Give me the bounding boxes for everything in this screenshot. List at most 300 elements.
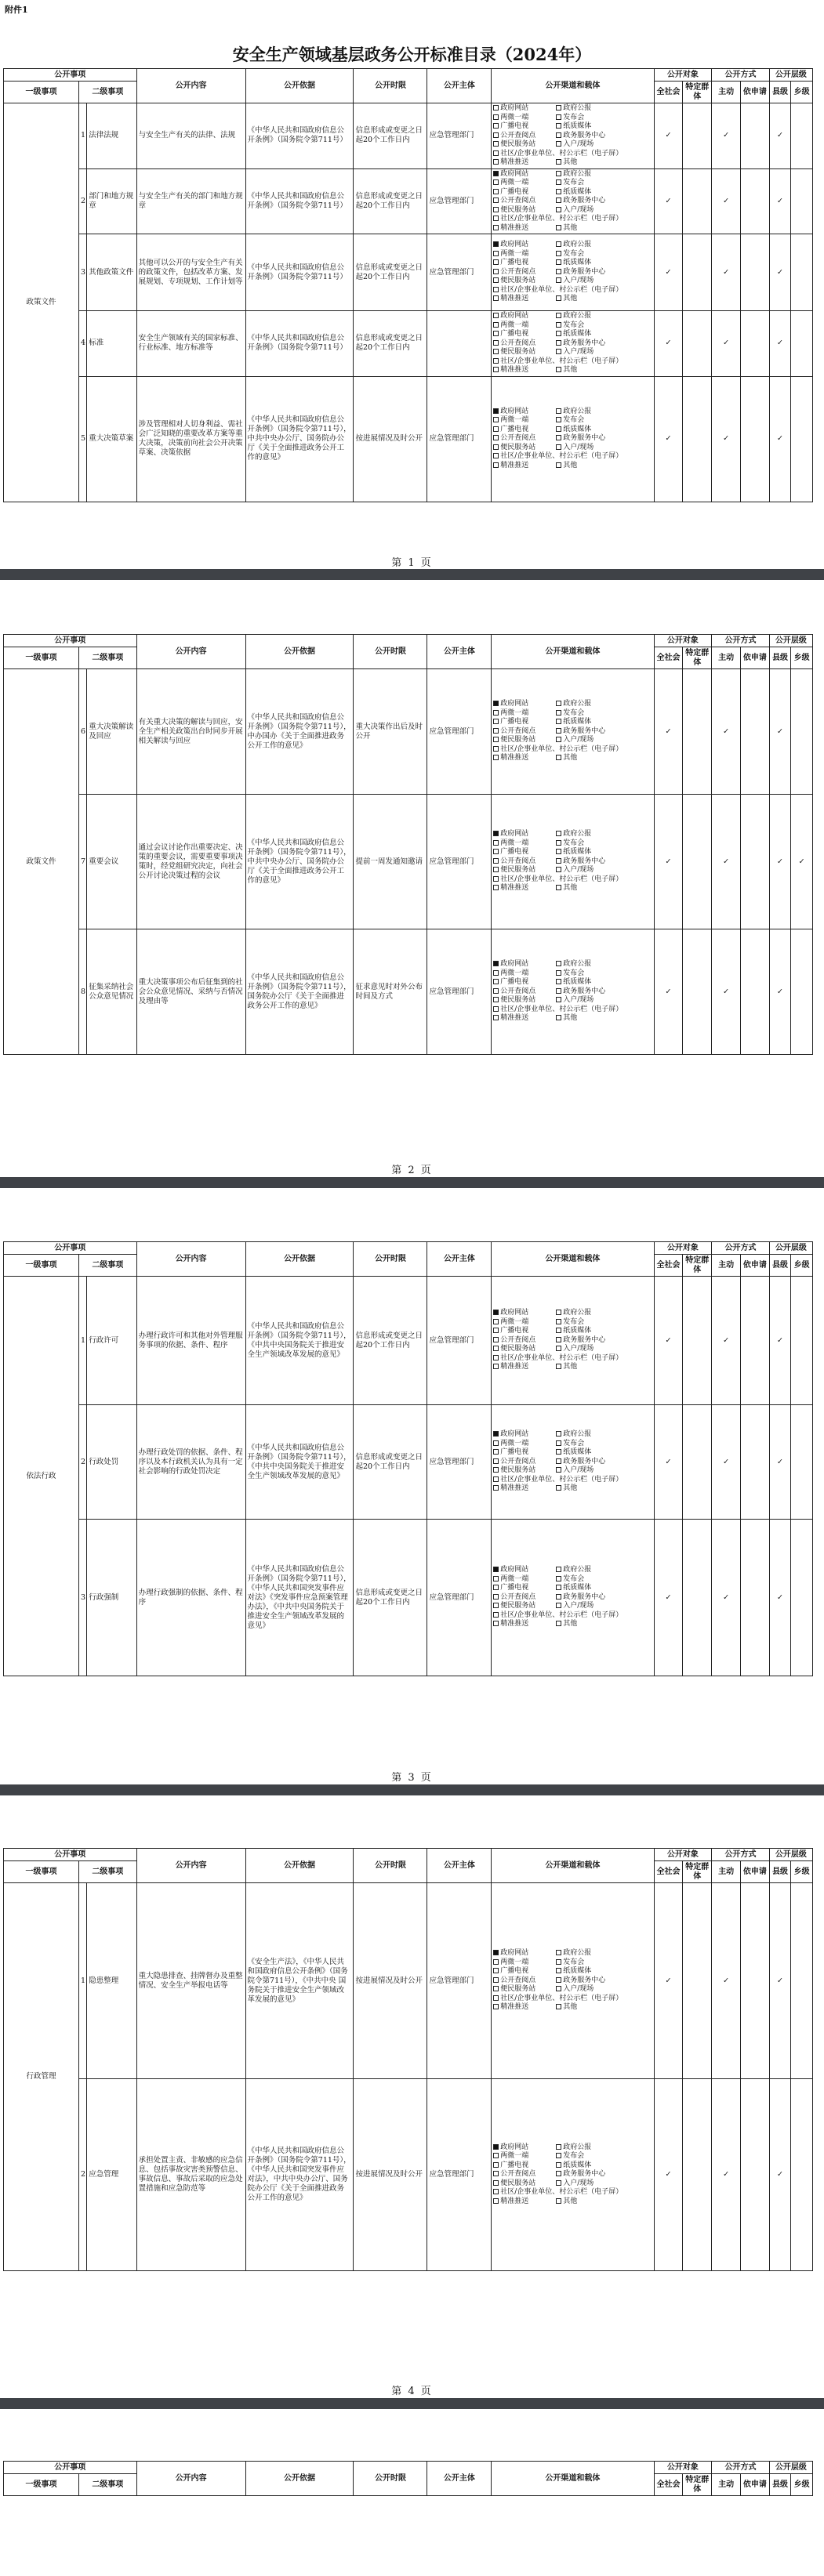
channel-options	[493, 700, 652, 763]
channel-option-label: 其他	[563, 1014, 578, 1023]
header-object: 公开对象	[654, 1849, 712, 1861]
channel-option-two-micro	[493, 709, 554, 719]
empty-box-icon	[556, 179, 561, 185]
channel-option-service-center	[556, 268, 652, 277]
mark-township	[791, 669, 813, 795]
empty-box-icon	[556, 349, 561, 354]
channel-option-press	[556, 1575, 652, 1585]
empty-box-icon	[556, 207, 561, 212]
subject-cell: 应急管理部门	[427, 1405, 492, 1520]
channel-options	[493, 830, 652, 893]
channel-option-convenience	[493, 1466, 554, 1476]
time-cell: 信息形成或变更之日起20个工作日内	[354, 234, 427, 311]
channel-options	[493, 1430, 652, 1494]
empty-box-icon	[556, 701, 561, 706]
page-number: 第 4 页	[391, 2386, 433, 2397]
row-number: 1	[79, 1883, 87, 2079]
channel-option-label: 便民服务站	[500, 866, 536, 875]
channel-option-door	[556, 277, 652, 286]
row-number: 7	[79, 795, 87, 929]
channel-option-label: 政府网站	[500, 960, 529, 969]
mark-township	[791, 168, 813, 234]
subject-cell: 应急管理部门	[427, 1520, 492, 1676]
empty-box-icon	[493, 197, 499, 203]
channel-option-service-center	[556, 1976, 652, 1986]
content-cell: 与安全生产有关的部门和地方规章	[136, 168, 245, 234]
header-society: 全社会	[654, 1255, 683, 1277]
channel-option-label: 社区/企事业单位、村公示栏（电子屏）	[500, 745, 623, 753]
channel-option-label: 入户/现场	[563, 2179, 594, 2187]
empty-box-icon	[493, 114, 499, 120]
mark-specific	[683, 234, 712, 311]
checked-box-icon	[493, 1567, 499, 1572]
channel-option-other	[556, 884, 652, 893]
empty-box-icon	[493, 849, 499, 854]
empty-box-icon	[556, 340, 561, 346]
empty-box-icon	[556, 1567, 561, 1572]
header-method: 公开方式	[712, 1242, 770, 1255]
channel-option-radio-tv	[493, 1584, 554, 1593]
empty-box-icon	[556, 2162, 561, 2168]
channel-option-reading	[493, 268, 554, 277]
subject-cell: 应急管理部门	[427, 168, 492, 234]
channel-option-label: 广播电视	[500, 1448, 529, 1457]
mark-apply	[740, 795, 769, 929]
empty-box-icon	[493, 1319, 499, 1324]
header-level2: 二级事项	[79, 82, 137, 103]
channel-option-label: 发布会	[563, 1439, 585, 1447]
channel-option-label: 纸质媒体	[563, 1967, 592, 1976]
channel-option-label: 广播电视	[500, 187, 529, 196]
header-method: 公开方式	[712, 2462, 770, 2474]
content-cell: 其他可以公开的与安全生产有关的政策文件，包括改革方案、发展规划、专项规划、工作计划等	[136, 234, 245, 311]
empty-box-icon	[556, 251, 561, 256]
channel-option-board	[493, 875, 652, 885]
channel-option-label: 入户/现场	[563, 1345, 594, 1353]
catalog-table	[3, 1848, 813, 2271]
channel-option-label: 广播电视	[500, 848, 529, 857]
channel-option-label: 广播电视	[500, 259, 529, 267]
level2-matter: 其他政策文件	[87, 234, 136, 311]
channel-option-other	[556, 1363, 652, 1372]
header-apply: 依申请	[740, 1861, 769, 1883]
mark-active	[712, 1520, 741, 1676]
page-separator	[0, 2398, 824, 2409]
header-township: 乡级	[791, 647, 813, 669]
channel-option-label: 入户/现场	[563, 443, 594, 451]
channel-option-precise	[493, 2197, 554, 2207]
header-level2: 二级事项	[79, 647, 137, 669]
empty-box-icon	[556, 1977, 561, 1983]
channel-option-label: 政府公报	[563, 407, 592, 415]
channel-option-gov-bulletin	[556, 241, 652, 250]
channel-option-two-micro	[493, 114, 554, 123]
empty-box-icon	[556, 979, 561, 984]
checkmark-icon: ✓	[723, 1335, 730, 1345]
channel-option-label: 精准推送	[500, 1363, 529, 1371]
mark-specific	[683, 103, 712, 169]
empty-box-icon	[493, 1467, 499, 1473]
header-subject: 公开主体	[427, 1242, 492, 1277]
channel-option-reading	[493, 434, 554, 444]
level1-matter: 依法行政	[4, 1277, 79, 1676]
channel-option-label: 政务服务中心	[563, 1335, 606, 1344]
channel-option-label: 发布会	[563, 969, 585, 977]
mark-apply	[740, 1883, 769, 2079]
channel-option-label: 入户/现场	[563, 866, 594, 875]
checkmark-icon: ✓	[777, 987, 784, 996]
channel-option-label: 广播电视	[500, 1327, 529, 1335]
channel-option-reading	[493, 987, 554, 997]
content-cell: 有关重大决策的解读与回应，安全生产相关政策出台时同步开展相关解读与回应	[136, 669, 245, 795]
page-number: 第 2 页	[391, 1165, 433, 1176]
channel-option-label: 政府公报	[563, 1309, 592, 1317]
channel-option-label: 政府网站	[500, 1309, 529, 1317]
channel-options	[493, 312, 652, 375]
channel-option-label: 两微一端	[500, 2152, 529, 2161]
checkmark-icon: ✓	[798, 857, 805, 866]
time-cell: 重大决策作出后及时公开	[354, 669, 427, 795]
header-subject: 公开主体	[427, 635, 492, 669]
header-specific: 特定群体	[683, 1255, 712, 1277]
mark-county	[769, 376, 791, 502]
empty-box-icon	[556, 435, 561, 440]
channel-option-label: 精准推送	[500, 295, 529, 303]
empty-box-icon	[493, 1364, 499, 1369]
row-number: 2	[79, 168, 87, 234]
empty-box-icon	[556, 444, 561, 450]
checkmark-icon: ✓	[723, 2170, 730, 2179]
empty-box-icon	[556, 2198, 561, 2204]
header-active: 主动	[712, 647, 741, 669]
channel-option-paper	[556, 1327, 652, 1336]
header-level1: 一级事项	[4, 1255, 79, 1277]
empty-box-icon	[493, 132, 499, 138]
header-active: 主动	[712, 2474, 741, 2496]
checkmark-icon: ✓	[777, 339, 784, 348]
channel-option-door	[556, 1345, 652, 1354]
empty-box-icon	[493, 1485, 499, 1491]
mark-active	[712, 669, 741, 795]
mark-county	[769, 168, 791, 234]
channel-option-label: 政府网站	[500, 1949, 529, 1958]
channel-option-other	[556, 2003, 652, 2013]
subject-cell: 应急管理部门	[427, 795, 492, 929]
channel-option-label: 其他	[563, 884, 578, 893]
channel-option-label: 便民服务站	[500, 443, 536, 451]
header-time: 公开时限	[354, 69, 427, 103]
channel-option-label: 入户/现场	[563, 140, 594, 148]
mark-active	[712, 1883, 741, 2079]
channel-option-label: 发布会	[563, 416, 585, 425]
empty-box-icon	[493, 340, 499, 346]
empty-box-icon	[556, 171, 561, 176]
content-cell: 重大决策事项公布后征集到的社会公众意见情况、采纳与否情况及理由等	[136, 929, 245, 1055]
empty-box-icon	[493, 207, 499, 212]
channel-option-gov-bulletin	[556, 312, 652, 321]
header-level2: 二级事项	[79, 2474, 137, 2496]
channel-options	[493, 1949, 652, 2013]
channel-option-label: 纸质媒体	[563, 1327, 592, 1335]
mark-active	[712, 311, 741, 377]
empty-box-icon	[493, 1612, 499, 1618]
mark-township	[791, 1520, 813, 1676]
channel-option-label: 公开查阅点	[500, 2170, 536, 2179]
channel-option-label: 入户/现场	[563, 736, 594, 745]
channel-option-reading	[493, 1593, 554, 1603]
channel-option-label: 社区/企事业单位、村公示栏（电子屏）	[500, 452, 623, 461]
mark-society	[654, 234, 683, 311]
empty-box-icon	[493, 1594, 499, 1600]
checkmark-icon: ✓	[665, 2170, 672, 2179]
row-number: 8	[79, 929, 87, 1055]
channel-cell	[492, 1883, 654, 2079]
level2-matter: 应急管理	[87, 2079, 136, 2271]
channel-option-service-center	[556, 132, 652, 141]
row-number: 3	[79, 234, 87, 311]
subject-cell: 应急管理部门	[427, 376, 492, 502]
header-county: 县级	[769, 82, 791, 103]
channel-option-label: 广播电视	[500, 425, 529, 433]
page-4	[3, 1848, 813, 2271]
level2-matter: 部门和地方规章	[87, 168, 136, 234]
mark-specific	[683, 1520, 712, 1676]
channel-option-label: 发布会	[563, 2152, 585, 2161]
empty-box-icon	[556, 189, 561, 194]
channel-option-label: 纸质媒体	[563, 122, 592, 130]
channel-option-paper	[556, 1448, 652, 1458]
channel-option-two-micro	[493, 839, 554, 849]
basis-cell: 《中华人民共和国政府信息公开条例》（国务院令第711号），国务院办公厅《关于全面推进政务公开工作的意见》	[245, 929, 354, 1055]
row-number: 3	[79, 1520, 87, 1676]
header-county: 县级	[769, 1861, 791, 1883]
channel-option-convenience	[493, 206, 554, 216]
page-separator	[0, 569, 824, 580]
empty-box-icon	[556, 737, 561, 742]
empty-box-icon	[556, 1346, 561, 1351]
channel-option-gov-site	[493, 830, 554, 839]
level2-matter: 行政处罚	[87, 1405, 136, 1520]
channel-option-press	[556, 1440, 652, 1449]
checkmark-icon: ✓	[665, 339, 672, 348]
header-apply: 依申请	[740, 647, 769, 669]
header-time: 公开时限	[354, 2462, 427, 2496]
channel-option-gov-site	[493, 700, 554, 709]
mark-township	[791, 1405, 813, 1520]
checkmark-icon: ✓	[723, 131, 730, 140]
checkmark-icon: ✓	[723, 339, 730, 348]
header-township: 乡级	[791, 1255, 813, 1277]
channel-option-label: 政府公报	[563, 700, 592, 708]
channel-option-press	[556, 2152, 652, 2161]
mark-society	[654, 1520, 683, 1676]
channel-option-convenience	[493, 996, 554, 1005]
header-apply: 依申请	[740, 1255, 769, 1277]
channel-option-label: 社区/企事业单位、村公示栏（电子屏）	[500, 1475, 623, 1484]
channel-option-precise	[493, 366, 554, 375]
channel-option-label: 政府公报	[563, 312, 592, 320]
channel-option-paper	[556, 426, 652, 435]
checkmark-icon: ✓	[665, 1592, 672, 1602]
header-time: 公开时限	[354, 1242, 427, 1277]
header-society: 全社会	[654, 2474, 683, 2496]
channel-option-label: 广播电视	[500, 122, 529, 130]
mark-county	[769, 234, 791, 311]
checkmark-icon: ✓	[777, 857, 784, 866]
header-subject: 公开主体	[427, 2462, 492, 2496]
empty-box-icon	[556, 1959, 561, 1965]
header-county: 县级	[769, 2474, 791, 2496]
channel-option-label: 精准推送	[500, 754, 529, 763]
empty-box-icon	[493, 867, 499, 872]
channel-option-reading	[493, 1458, 554, 1467]
mark-county	[769, 1405, 791, 1520]
channel-option-reading	[493, 727, 554, 737]
channel-option-radio-tv	[493, 2161, 554, 2171]
content-cell: 通过会议讨论作出重要决定、决策的重要会议，需要重要事项决策时，经党组研究决定，向社会公开讨论决策过程的会议	[136, 795, 245, 929]
checkmark-icon: ✓	[777, 726, 784, 736]
header-level2: 二级事项	[79, 1861, 137, 1883]
empty-box-icon	[556, 1603, 561, 1608]
empty-box-icon	[493, 1337, 499, 1342]
channel-option-paper	[556, 188, 652, 197]
level2-matter: 征集采纳社会公众意见情况	[87, 929, 136, 1055]
channel-option-door	[556, 1466, 652, 1476]
channel-option-label: 两微一端	[500, 113, 529, 121]
channel-option-convenience	[493, 444, 554, 453]
empty-box-icon	[493, 269, 499, 274]
header-basis: 公开依据	[245, 69, 354, 103]
channel-options	[493, 241, 652, 304]
channel-option-label: 政府网站	[500, 1430, 529, 1439]
mark-society	[654, 103, 683, 169]
header-content: 公开内容	[136, 2462, 245, 2496]
catalog-table	[3, 2461, 813, 2496]
channel-options	[493, 104, 652, 168]
time-cell: 征求意见时对外公布时间及方式	[354, 929, 427, 1055]
channel-option-reading	[493, 197, 554, 206]
empty-box-icon	[493, 2153, 499, 2158]
channel-option-service-center	[556, 2170, 652, 2179]
channel-option-service-center	[556, 1593, 652, 1603]
header-matter: 公开事项	[4, 2462, 137, 2474]
channel-option-label: 政府网站	[500, 830, 529, 839]
channel-option-label: 两微一端	[500, 969, 529, 977]
header-basis: 公开依据	[245, 1242, 354, 1277]
channel-option-precise	[493, 158, 554, 168]
empty-box-icon	[556, 2171, 561, 2176]
channel-option-label: 入户/现场	[563, 1466, 594, 1475]
channel-option-label: 两微一端	[500, 1958, 529, 1966]
channel-option-precise	[493, 1620, 554, 1629]
empty-box-icon	[556, 141, 561, 147]
channel-option-label: 政府公报	[563, 2143, 592, 2151]
empty-box-icon	[556, 426, 561, 432]
channel-option-gov-bulletin	[556, 1949, 652, 1958]
header-matter: 公开事项	[4, 1849, 137, 1861]
mark-county	[769, 1520, 791, 1676]
empty-box-icon	[556, 2180, 561, 2186]
channel-option-label: 社区/企事业单位、村公示栏（电子屏）	[500, 285, 623, 294]
level2-matter: 隐患整理	[87, 1883, 136, 2079]
channel-option-press	[556, 250, 652, 259]
channel-option-precise	[493, 1484, 554, 1494]
subject-cell	[427, 311, 492, 377]
empty-box-icon	[556, 123, 561, 129]
channel-option-label: 便民服务站	[500, 1985, 536, 1994]
empty-box-icon	[556, 408, 561, 414]
checkmark-icon: ✓	[723, 987, 730, 996]
checkmark-icon: ✓	[723, 1976, 730, 1985]
channel-option-gov-bulletin	[556, 700, 652, 709]
channel-option-label: 政府公报	[563, 830, 592, 839]
header-method: 公开方式	[712, 69, 770, 82]
empty-box-icon	[493, 313, 499, 318]
empty-box-icon	[493, 1449, 499, 1455]
level2-matter: 行政强制	[87, 1520, 136, 1676]
header-content: 公开内容	[136, 69, 245, 103]
channel-option-label: 社区/企事业单位、村公示栏（电子屏）	[500, 1610, 623, 1619]
mark-apply	[740, 168, 769, 234]
time-cell: 按进展情况及时公开	[354, 2079, 427, 2271]
empty-box-icon	[493, 322, 499, 328]
header-channel: 公开渠道和载体	[492, 635, 654, 669]
header-level: 公开层级	[769, 69, 812, 82]
channel-option-radio-tv	[493, 848, 554, 857]
header-content: 公开内容	[136, 1242, 245, 1277]
table-row	[4, 1520, 813, 1676]
channel-options	[493, 960, 652, 1024]
basis-cell: 《中华人民共和国政府信息公开条例》（国务院令第711号）	[245, 103, 354, 169]
channel-option-label: 政务服务中心	[563, 1457, 606, 1466]
mark-specific	[683, 795, 712, 929]
empty-box-icon	[493, 462, 499, 468]
catalog-table	[3, 634, 813, 1055]
channel-option-precise	[493, 754, 554, 763]
channel-option-gov-site	[493, 312, 554, 321]
checkmark-icon: ✓	[777, 267, 784, 277]
channel-option-paper	[556, 848, 652, 857]
page-number: 第 3 页	[391, 1772, 433, 1784]
channel-option-gov-site	[493, 1949, 554, 1958]
table-row	[4, 795, 813, 929]
channel-option-precise	[493, 884, 554, 893]
mark-township	[791, 234, 813, 311]
empty-box-icon	[556, 719, 561, 724]
empty-box-icon	[493, 1355, 499, 1360]
channel-option-two-micro	[493, 1575, 554, 1585]
row-number: 4	[79, 311, 87, 377]
header-level: 公开层级	[769, 1849, 812, 1861]
mark-county	[769, 1883, 791, 2079]
channel-option-gov-bulletin	[556, 408, 652, 417]
channel-option-label: 入户/现场	[563, 996, 594, 1005]
channel-option-board	[493, 1476, 652, 1485]
empty-box-icon	[493, 189, 499, 194]
channel-option-label: 精准推送	[500, 158, 529, 166]
channel-option-label: 发布会	[563, 708, 585, 717]
empty-box-icon	[556, 858, 561, 864]
channel-option-label: 入户/现场	[563, 1985, 594, 1994]
channel-option-label: 其他	[563, 754, 578, 763]
channel-option-radio-tv	[493, 1967, 554, 1976]
channel-option-label: 社区/企事业单位、村公示栏（电子屏）	[500, 1353, 623, 1362]
checkmark-icon: ✓	[777, 434, 784, 443]
channel-option-label: 两微一端	[500, 839, 529, 847]
mark-society	[654, 2079, 683, 2271]
empty-box-icon	[493, 417, 499, 422]
row-number: 2	[79, 2079, 87, 2271]
